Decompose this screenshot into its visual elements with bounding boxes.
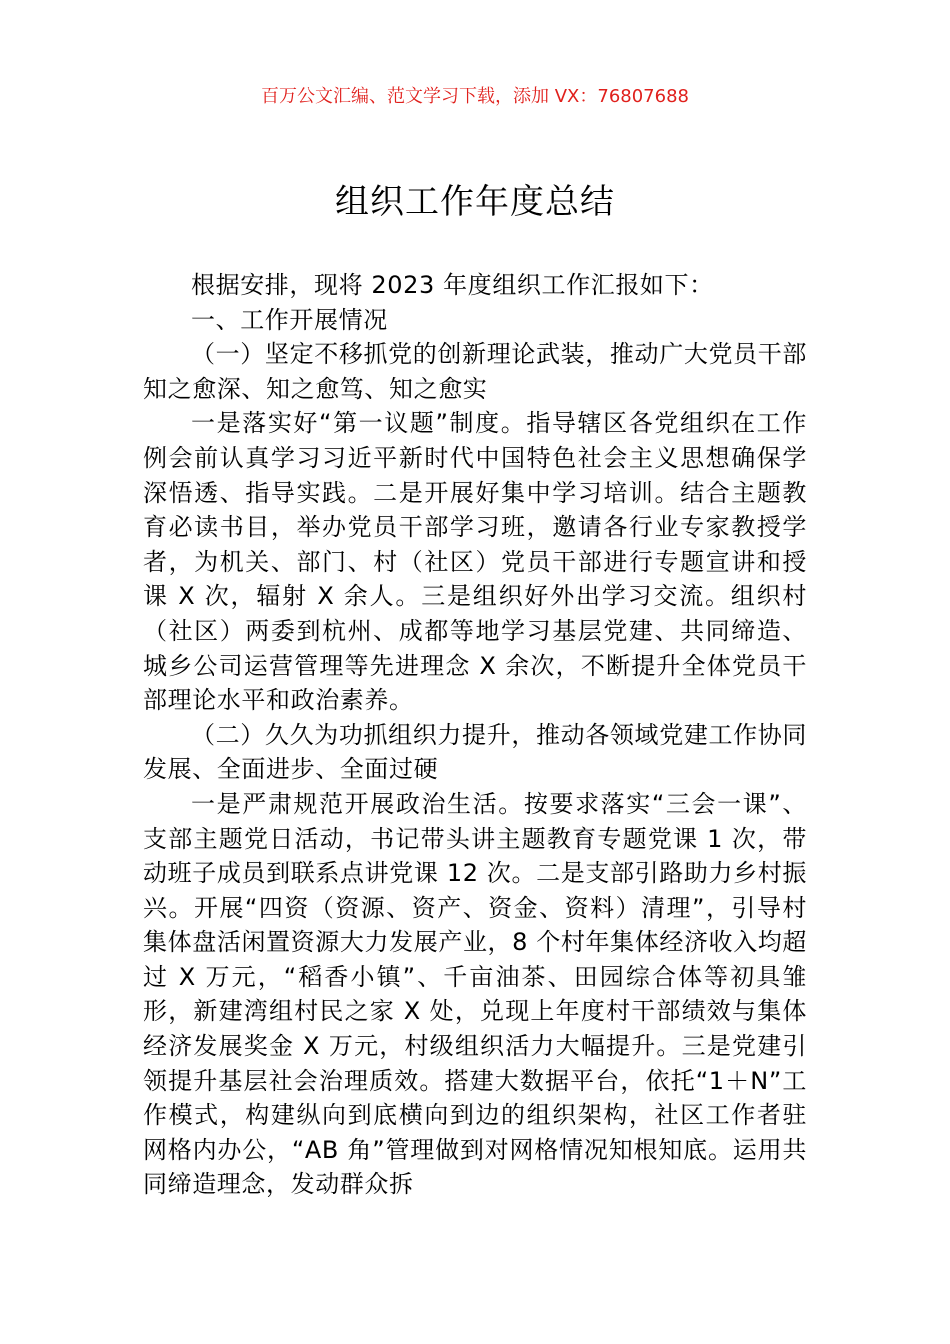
subsection-heading: （一）坚定不移抓党的创新理论武装，推动广大党员干部知之愈深、知之愈笃、知之愈实 bbox=[143, 340, 807, 403]
body-paragraph: 一是落实好“第一议题”制度。指导辖区各党组织在工作例会前认真学习习近平新时代中国特色社会主义思想确保学深悟透、指导实践。二是开展好集中学习培训。结合主题教育必读书目，举办党员干部学习班，邀请各行业专家教授学者，为机关、部门、村（社区）党员干部进行专题宣讲和授课 X 次，辐射 X 余人。三是组织好外出学习交流。组织村（社区）两委到杭州、成都等地学习基层党建、共同缔造、城乡公司运营管理等先进理念 X 余次，不断提升全体党员干部理论水平和政治素养。 bbox=[143, 409, 807, 715]
subsection-heading: （二）久久为功抓组织力提升，推动各领域党建工作协同发展、全面进步、全面过硬 bbox=[143, 720, 807, 784]
section-heading: 一、工作开展情况 bbox=[191, 305, 388, 334]
promo-header: 百万公文汇编、范文学习下载，添加 VX：76807688 bbox=[261, 86, 689, 107]
page-title: 组织工作年度总结 bbox=[335, 182, 615, 222]
document-body bbox=[143, 268, 807, 1202]
body-paragraph: 一是严肃规范开展政治生活。按要求落实“三会一课”、支部主题党日活动，书记带头讲主题教育专题党课 1 次，带动班子成员到联系点讲党课 12 次。二是支部引路助力乡村振兴。开展“四资（资源、资产、资金、资料）清理”，引导村集体盘活闲置资源大力发展产业，8 个村年集体经济收入均超过 X 万元，“稻香小镇”、千亩油茶、田园综合体等初具雏形，新建湾组村民之家 X 处，兑现上年度村干部绩效与集体经济发展奖金 X 万元，村级组织活力大幅提升。三是党建引领提升基层社会治理质效。搭建大数据平台，依托“1＋N”工作模式，构建纵向到底横向到边的组织架构，社区工作者驻网格内办公，“AB 角”管理做到对网格情况知根知底。运用共同缔造理念，发动群众拆 bbox=[143, 789, 807, 1199]
intro-paragraph: 根据安排，现将 2023 年度组织工作汇报如下： bbox=[191, 271, 714, 299]
